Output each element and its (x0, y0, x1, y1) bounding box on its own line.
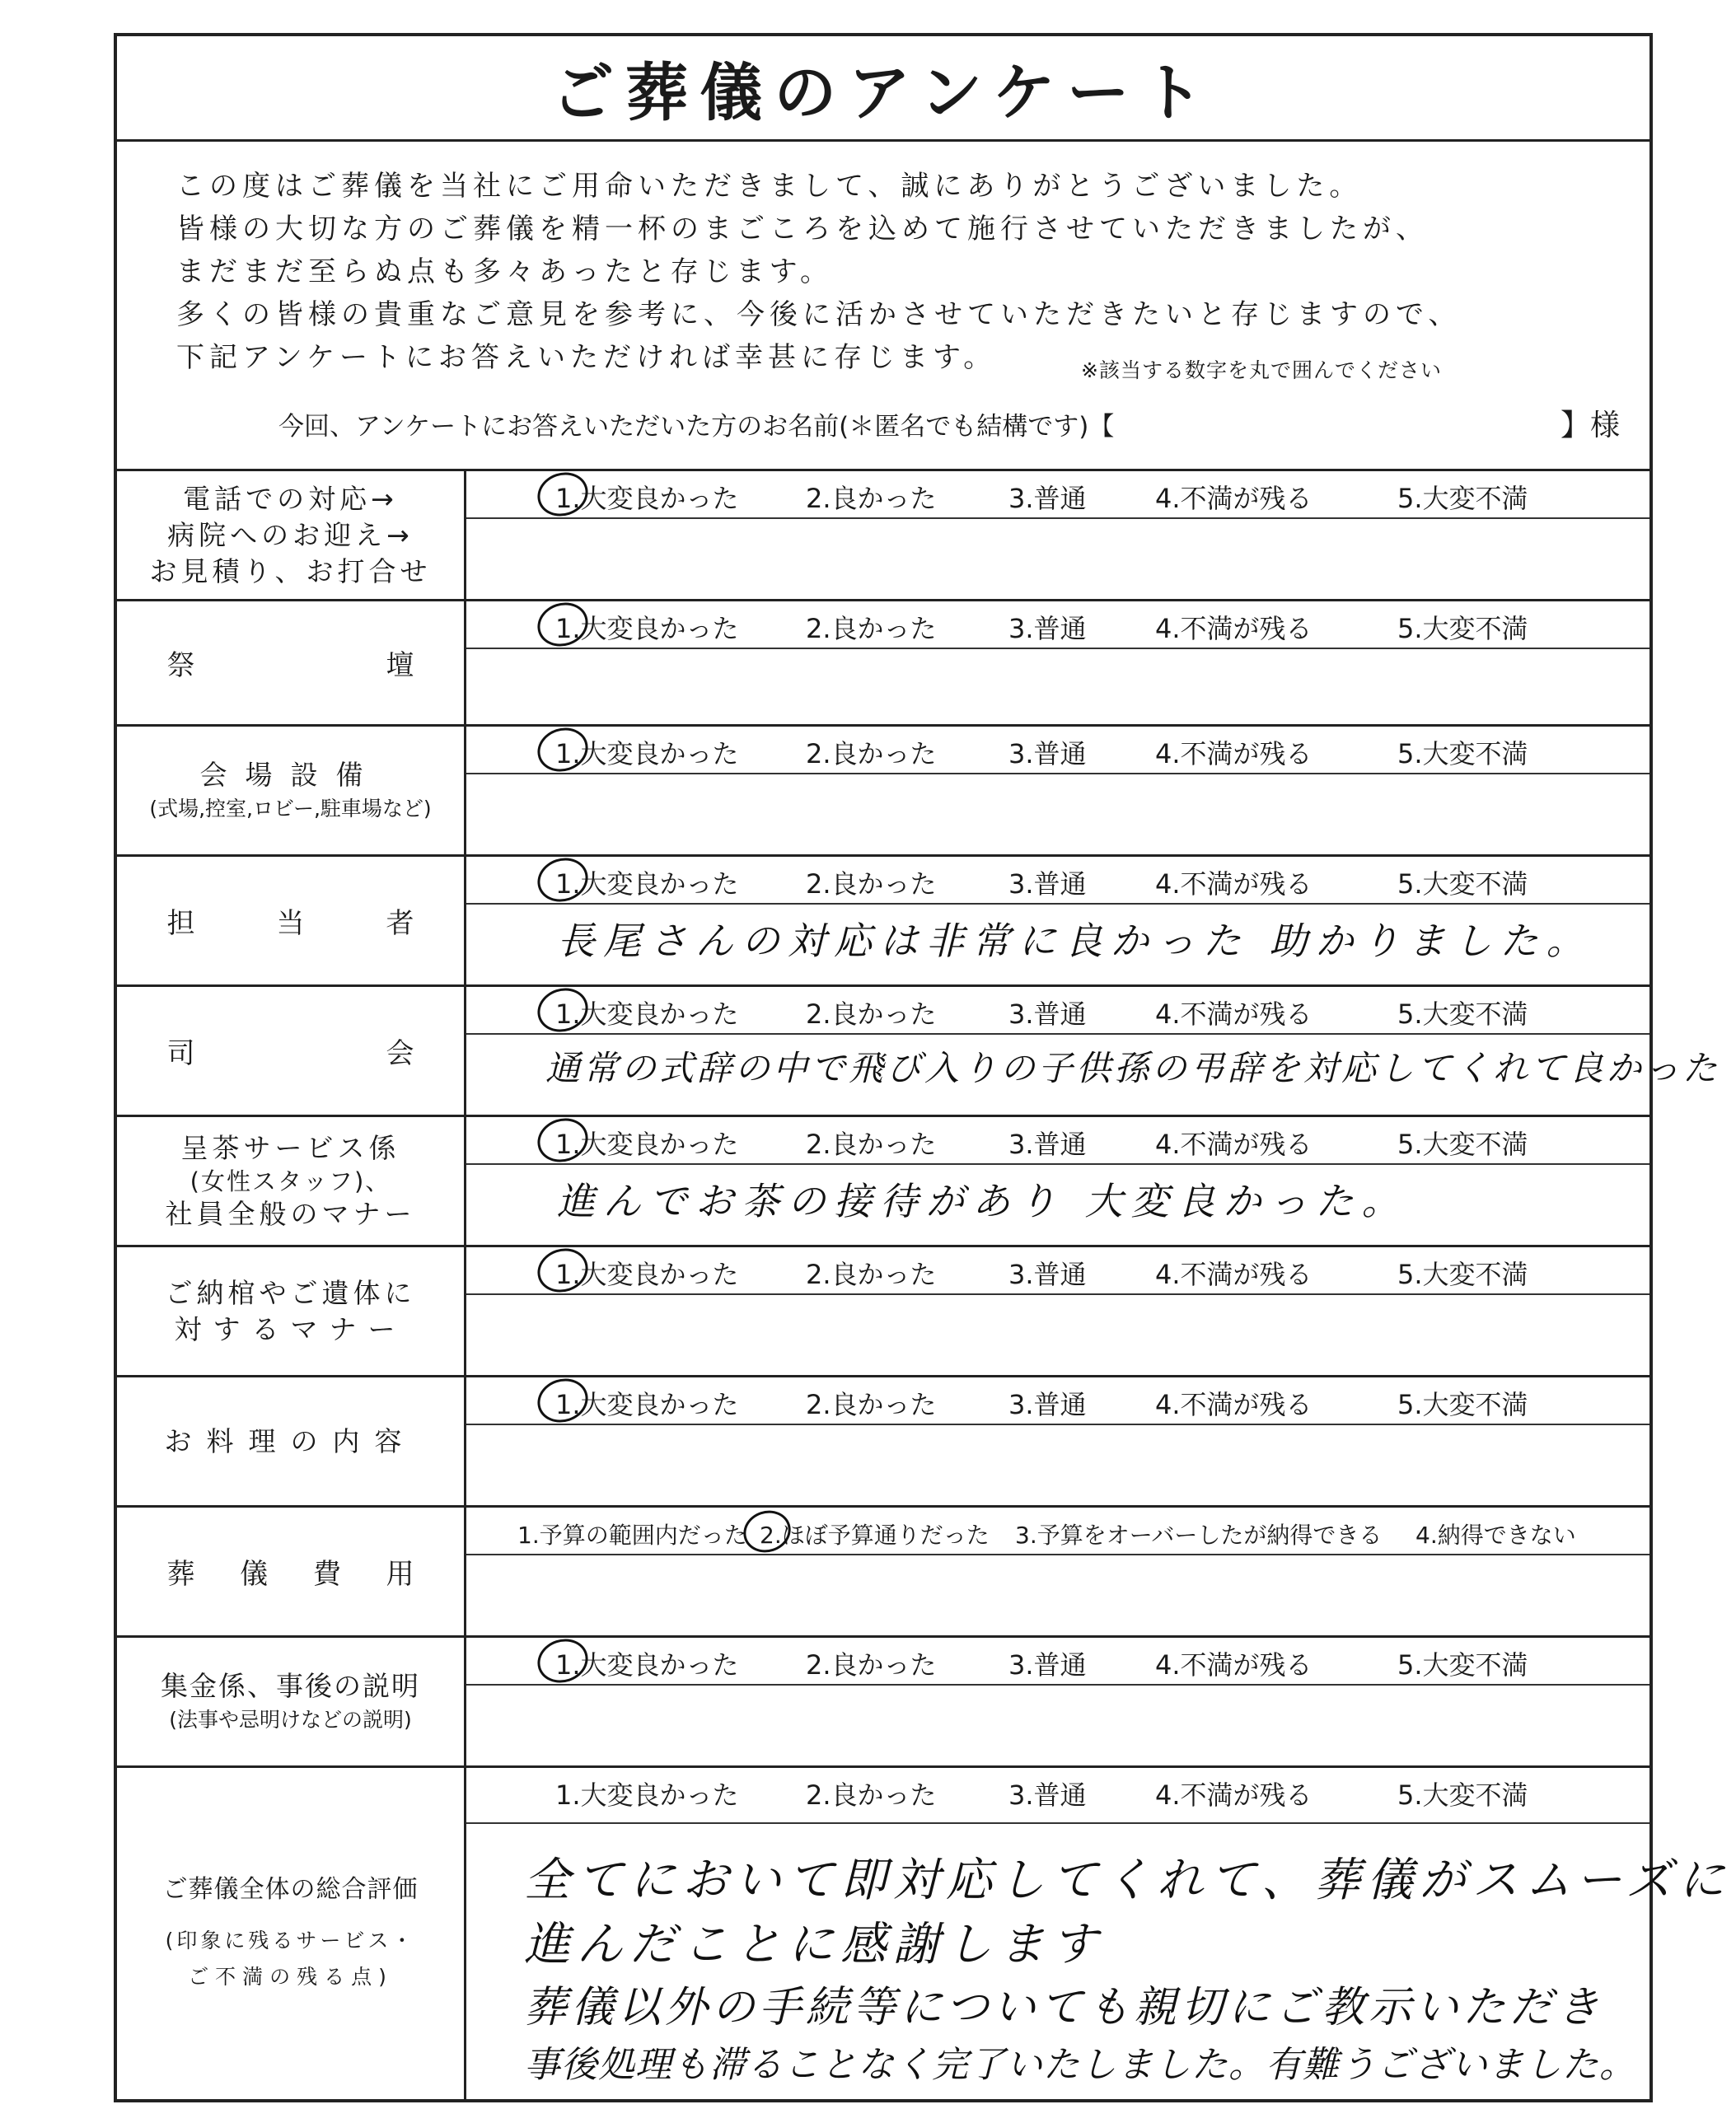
row-label (117, 1508, 466, 1635)
row-label (117, 1768, 466, 2099)
label-char: 用 (386, 1558, 414, 1591)
rating-options (466, 1377, 1649, 1425)
option-5[interactable]: 5.大変不満 (1397, 1259, 1528, 1290)
label-line: 会場設備 (199, 758, 381, 791)
label-spread (167, 1031, 414, 1071)
rating-options (466, 987, 1649, 1035)
handwritten-comment-line: 全てにおいて即対応してくれて、葬儀がスムーズに (524, 1854, 1732, 1907)
option-4[interactable]: 4.不満が残る (1155, 738, 1313, 769)
row-label (117, 987, 466, 1115)
option-1[interactable]: 1.大変良かった (555, 1259, 739, 1290)
comment-area[interactable] (466, 1165, 1649, 1245)
label-line: お料理の内容 (164, 1424, 417, 1457)
label-line: 呈茶サービス係 (180, 1131, 400, 1164)
comment-area[interactable] (466, 649, 1649, 724)
label-line: 社員全般のマナー (165, 1197, 416, 1230)
option-2[interactable]: 2.良かった (806, 1779, 937, 1811)
option-3[interactable]: 3.普通 (1008, 738, 1087, 769)
label-spread (167, 1551, 414, 1592)
label-line: ご納棺やご遺体に (165, 1276, 416, 1309)
row-staff (117, 857, 1649, 987)
option-1[interactable]: 1.大変良かった (555, 738, 739, 769)
label-char: 司 (166, 1037, 195, 1070)
row-label (117, 1638, 466, 1765)
comment-area[interactable] (466, 1555, 1649, 1635)
option-4[interactable]: 4.不満が残る (1155, 483, 1313, 514)
rating-options (466, 1768, 1649, 1819)
row-label (117, 1247, 466, 1375)
comment-area[interactable] (466, 1686, 1649, 1765)
option-5[interactable]: 5.大変不満 (1397, 868, 1528, 900)
label-sub: ご不満の残る点) (188, 1965, 393, 1989)
cost-option-3[interactable]: 3.予算をオーバーしたが納得できる (1015, 1522, 1383, 1549)
option-3[interactable]: 3.普通 (1008, 1389, 1087, 1420)
label-sub: (印象に残るサービス・ (165, 1929, 416, 1952)
option-3[interactable]: 3.普通 (1008, 1779, 1087, 1811)
option-3[interactable]: 3.普通 (1008, 483, 1087, 514)
option-4[interactable]: 4.不満が残る (1155, 998, 1313, 1030)
label-char: 担 (166, 907, 195, 940)
handwritten-comment-line: 事後処理も滞ることなく完了いたしました。有難うございました。 (524, 2044, 1636, 2086)
row-mc (117, 987, 1721, 1117)
option-5[interactable]: 5.大変不満 (1397, 1129, 1528, 1160)
comment-area[interactable] (466, 1425, 1649, 1505)
handwritten-comment: 通常の式辞の中で飛び入りの子供孫の弔辞を対応してくれて良かった (545, 1048, 1721, 1088)
handwritten-comment-line: 葬儀以外の手続等についても親切にご教示いただき (524, 1983, 1603, 2032)
intro-line: この度はご葬儀を当社にご用命いただきまして、誠にありがとうございました。 (176, 170, 1363, 203)
rating-options (466, 601, 1649, 649)
option-3[interactable]: 3.普通 (1008, 1259, 1087, 1290)
label-sub: (法事や忌明けなどの説明) (169, 1707, 412, 1732)
row-billing (117, 1638, 1649, 1768)
label-char: 当 (276, 907, 305, 940)
row-label (117, 1117, 466, 1245)
option-3[interactable]: 3.普通 (1008, 613, 1087, 644)
row-venue (117, 727, 1649, 857)
intro-line: まだまだ至らぬ点も多々あったと存じます。 (176, 255, 833, 288)
option-3[interactable]: 3.普通 (1008, 868, 1087, 900)
option-4[interactable]: 4.不満が残る (1155, 1649, 1313, 1681)
intro-line: 皆様の大切な方のご葬儀を精一杯のまごころを込めて施行させていただきましたが、 (176, 213, 1429, 246)
rating-options (466, 727, 1649, 774)
instruction-note: ※該当する数字を丸で囲んでください (1081, 358, 1442, 382)
page-title: ご葬儀のアンケート (117, 36, 1649, 142)
option-5[interactable]: 5.大変不満 (1397, 1389, 1528, 1420)
label-line: お見積り、お打合せ (149, 554, 432, 587)
option-1[interactable]: 1.大変良かった (555, 868, 739, 900)
overall-comment-area[interactable] (466, 1822, 1732, 2099)
label-line: (女性スタッフ)、 (190, 1167, 391, 1195)
option-3[interactable]: 3.普通 (1008, 1649, 1087, 1681)
option-1[interactable]: 1.大変良かった (555, 483, 739, 514)
option-4[interactable]: 4.不満が残る (1155, 1129, 1313, 1160)
label-char: 祭 (166, 649, 195, 682)
comment-area[interactable] (466, 774, 1649, 854)
row-phone (117, 471, 1649, 601)
cost-options (466, 1508, 1649, 1555)
comment-area[interactable] (466, 1035, 1721, 1115)
option-4[interactable]: 4.不満が残る (1155, 1389, 1313, 1420)
option-1[interactable]: 1.大変良かった (555, 1129, 739, 1160)
handwritten-comment: 進んでお茶の接待があり 大変良かった。 (557, 1179, 1408, 1223)
row-altar (117, 601, 1649, 727)
option-5[interactable]: 5.大変不満 (1397, 1779, 1528, 1811)
option-2[interactable]: 2.良かった (806, 1389, 937, 1420)
label-char: 儀 (240, 1558, 269, 1591)
label-sub: (式場,控室,ロビー,駐車場など) (149, 796, 432, 821)
option-2[interactable]: 2.良かった (806, 613, 937, 644)
option-5[interactable]: 5.大変不満 (1397, 998, 1528, 1030)
option-5[interactable]: 5.大変不満 (1397, 613, 1528, 644)
label-line: ご葬儀全体の総合評価 (162, 1875, 419, 1904)
rating-options (466, 1638, 1649, 1686)
option-1[interactable]: 1.大変良かった (555, 613, 739, 644)
rating-options (466, 857, 1649, 905)
option-1[interactable]: 1.大変良かった (555, 998, 739, 1030)
option-2[interactable]: 2.良かった (806, 483, 937, 514)
cost-option-1[interactable]: 1.予算の範囲内だった (517, 1522, 747, 1549)
option-5[interactable]: 5.大変不満 (1397, 1649, 1528, 1681)
option-4[interactable]: 4.不満が残る (1155, 1259, 1313, 1290)
row-food (117, 1377, 1649, 1508)
row-label (117, 727, 466, 854)
option-1[interactable]: 1.大変良かった (555, 1779, 739, 1811)
label-spread (167, 643, 414, 683)
option-4[interactable]: 4.不満が残る (1155, 868, 1313, 900)
row-label (117, 601, 466, 724)
option-3[interactable]: 3.普通 (1008, 1129, 1087, 1160)
label-char: 葬 (166, 1558, 195, 1591)
label-line: 集金係、事後の説明 (161, 1669, 420, 1702)
handwritten-comment: 長尾さんの対応は非常に良かった 助かりました。 (557, 919, 1593, 963)
respondent-name-suffix: 】様 (1561, 409, 1621, 442)
cost-option-2[interactable]: 2.ほぼ予算通りだった (760, 1522, 990, 1549)
option-5[interactable]: 5.大変不満 (1397, 738, 1528, 769)
label-char: 者 (386, 907, 414, 940)
row-tea-service (117, 1117, 1649, 1247)
respondent-name-label: 今回、アンケートにお答えいただいた方のお名前(＊匿名でも結構です)【 (278, 412, 1115, 442)
row-label (117, 471, 466, 599)
intro-line: 下記アンケートにお答えいただければ幸甚に存じます。 (176, 341, 997, 374)
option-2[interactable]: 2.良かった (806, 1649, 937, 1681)
label-line: 病院へのお迎え→ (167, 518, 414, 551)
row-label (117, 1377, 466, 1505)
comment-area[interactable] (466, 519, 1649, 599)
label-line: 対するマナー (174, 1312, 407, 1345)
row-funeral-cost (117, 1508, 1649, 1638)
intro-line: 多くの皆様の貴重なご意見を参考に、今後に活かさせていただきたいと存じますので、 (176, 298, 1462, 331)
option-2[interactable]: 2.良かった (806, 738, 937, 769)
row-coffin-manner (117, 1247, 1649, 1377)
option-4[interactable]: 4.不満が残る (1155, 1779, 1313, 1811)
option-4[interactable]: 4.不満が残る (1155, 613, 1313, 644)
rating-options (466, 471, 1649, 519)
label-line: 電話での対応→ (183, 482, 398, 515)
row-overall (117, 1768, 1732, 2099)
option-2[interactable]: 2.良かった (806, 1259, 937, 1290)
option-2[interactable]: 2.良かった (806, 998, 937, 1030)
option-5[interactable]: 5.大変不満 (1397, 483, 1528, 514)
rating-options (466, 1117, 1649, 1165)
cost-option-4[interactable]: 4.納得できない (1415, 1522, 1576, 1549)
survey-sheet (114, 33, 1732, 2102)
label-char: 会 (386, 1037, 414, 1070)
label-char: 費 (312, 1558, 341, 1591)
label-char: 壇 (386, 649, 414, 682)
option-1[interactable]: 1.大変良かった (555, 1649, 739, 1681)
option-2[interactable]: 2.良かった (806, 1129, 937, 1160)
intro-section (117, 142, 1649, 471)
option-3[interactable]: 3.普通 (1008, 998, 1087, 1030)
row-label (117, 857, 466, 984)
comment-area[interactable] (466, 905, 1649, 984)
option-2[interactable]: 2.良かった (806, 868, 937, 900)
option-1[interactable]: 1.大変良かった (555, 1389, 739, 1420)
rating-options (466, 1247, 1649, 1295)
comment-area[interactable] (466, 1295, 1649, 1375)
handwritten-comment-line: 進んだことに感謝します (524, 1918, 1104, 1971)
label-spread (167, 900, 414, 941)
